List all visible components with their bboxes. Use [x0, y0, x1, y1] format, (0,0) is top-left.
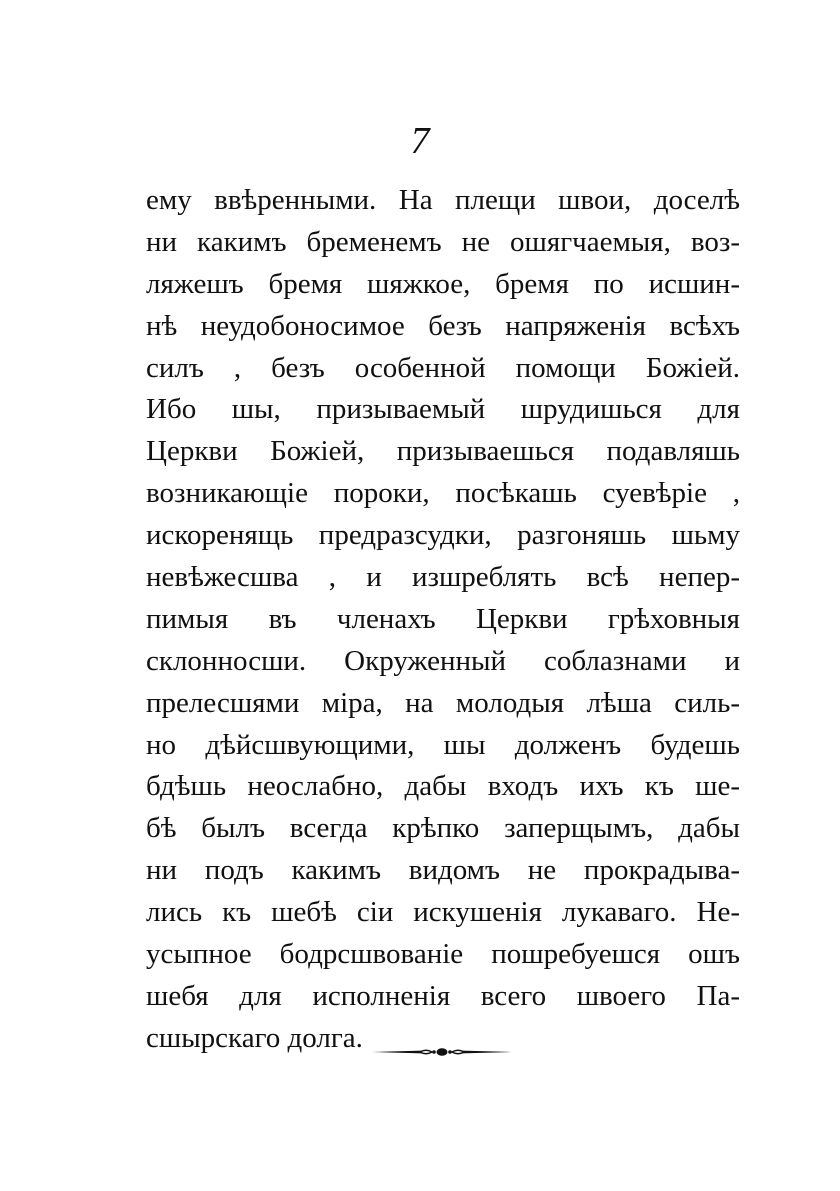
- tailpiece-ornament-icon: [370, 1042, 514, 1062]
- text-line: бѣ былъ всегда крѣпко заперщымъ, дабы: [146, 812, 740, 845]
- text-line: возникающіе пороки, посѣкашь суевѣріе ,: [146, 477, 740, 510]
- text-line: сшырскаго долга.: [146, 1021, 363, 1054]
- text-line: Церкви Божіей, призываешься подавляшь: [146, 435, 740, 468]
- text-line: искоренящь предразсудки, разгоняшь шьму: [146, 519, 740, 552]
- text-line: нѣ неудобоносимое безъ напряженія всѣхъ: [146, 309, 740, 342]
- text-line: силъ , безъ особенной помощи Божіей.: [146, 351, 740, 384]
- text-line: невѣжесшва , и изшреблять всѣ непер-: [146, 561, 740, 594]
- text-line: ни подъ какимъ видомъ не прокрадыва-: [146, 854, 740, 887]
- page-number: 7: [410, 120, 430, 162]
- text-line: прелесшями міра, на молодыя лѣша силь-: [146, 686, 740, 719]
- text-line: лись къ шебѣ сіи искушенія лукаваго. Не-: [146, 896, 740, 929]
- text-line: ляжешъ бремя шяжкое, бремя по исшин-: [146, 267, 740, 300]
- text-line: Ибо шы, призываемый шрудишься для: [146, 393, 740, 426]
- text-line: бдѣшь неослабно, дабы входъ ихъ къ ше-: [146, 770, 740, 803]
- text-line: пимыя въ членахъ Церкви грѣховныя: [146, 602, 740, 635]
- text-line: ему ввѣренными. На плещи швои, доселѣ: [146, 184, 740, 216]
- text-line: шебя для исполненія всего швоего Па-: [146, 979, 740, 1012]
- text-line: склонносши. Окруженный соблазнами и: [146, 644, 740, 677]
- text-line: ни какимъ бременемъ не ошягчаемыя, воз-: [146, 225, 740, 258]
- body-text: [146, 180, 740, 1060]
- text-line: но дѣйсшвующими, шы долженъ будешь: [146, 728, 740, 761]
- text-line: усыпное бодрсшвованіе пошребуешся ошъ: [146, 938, 740, 971]
